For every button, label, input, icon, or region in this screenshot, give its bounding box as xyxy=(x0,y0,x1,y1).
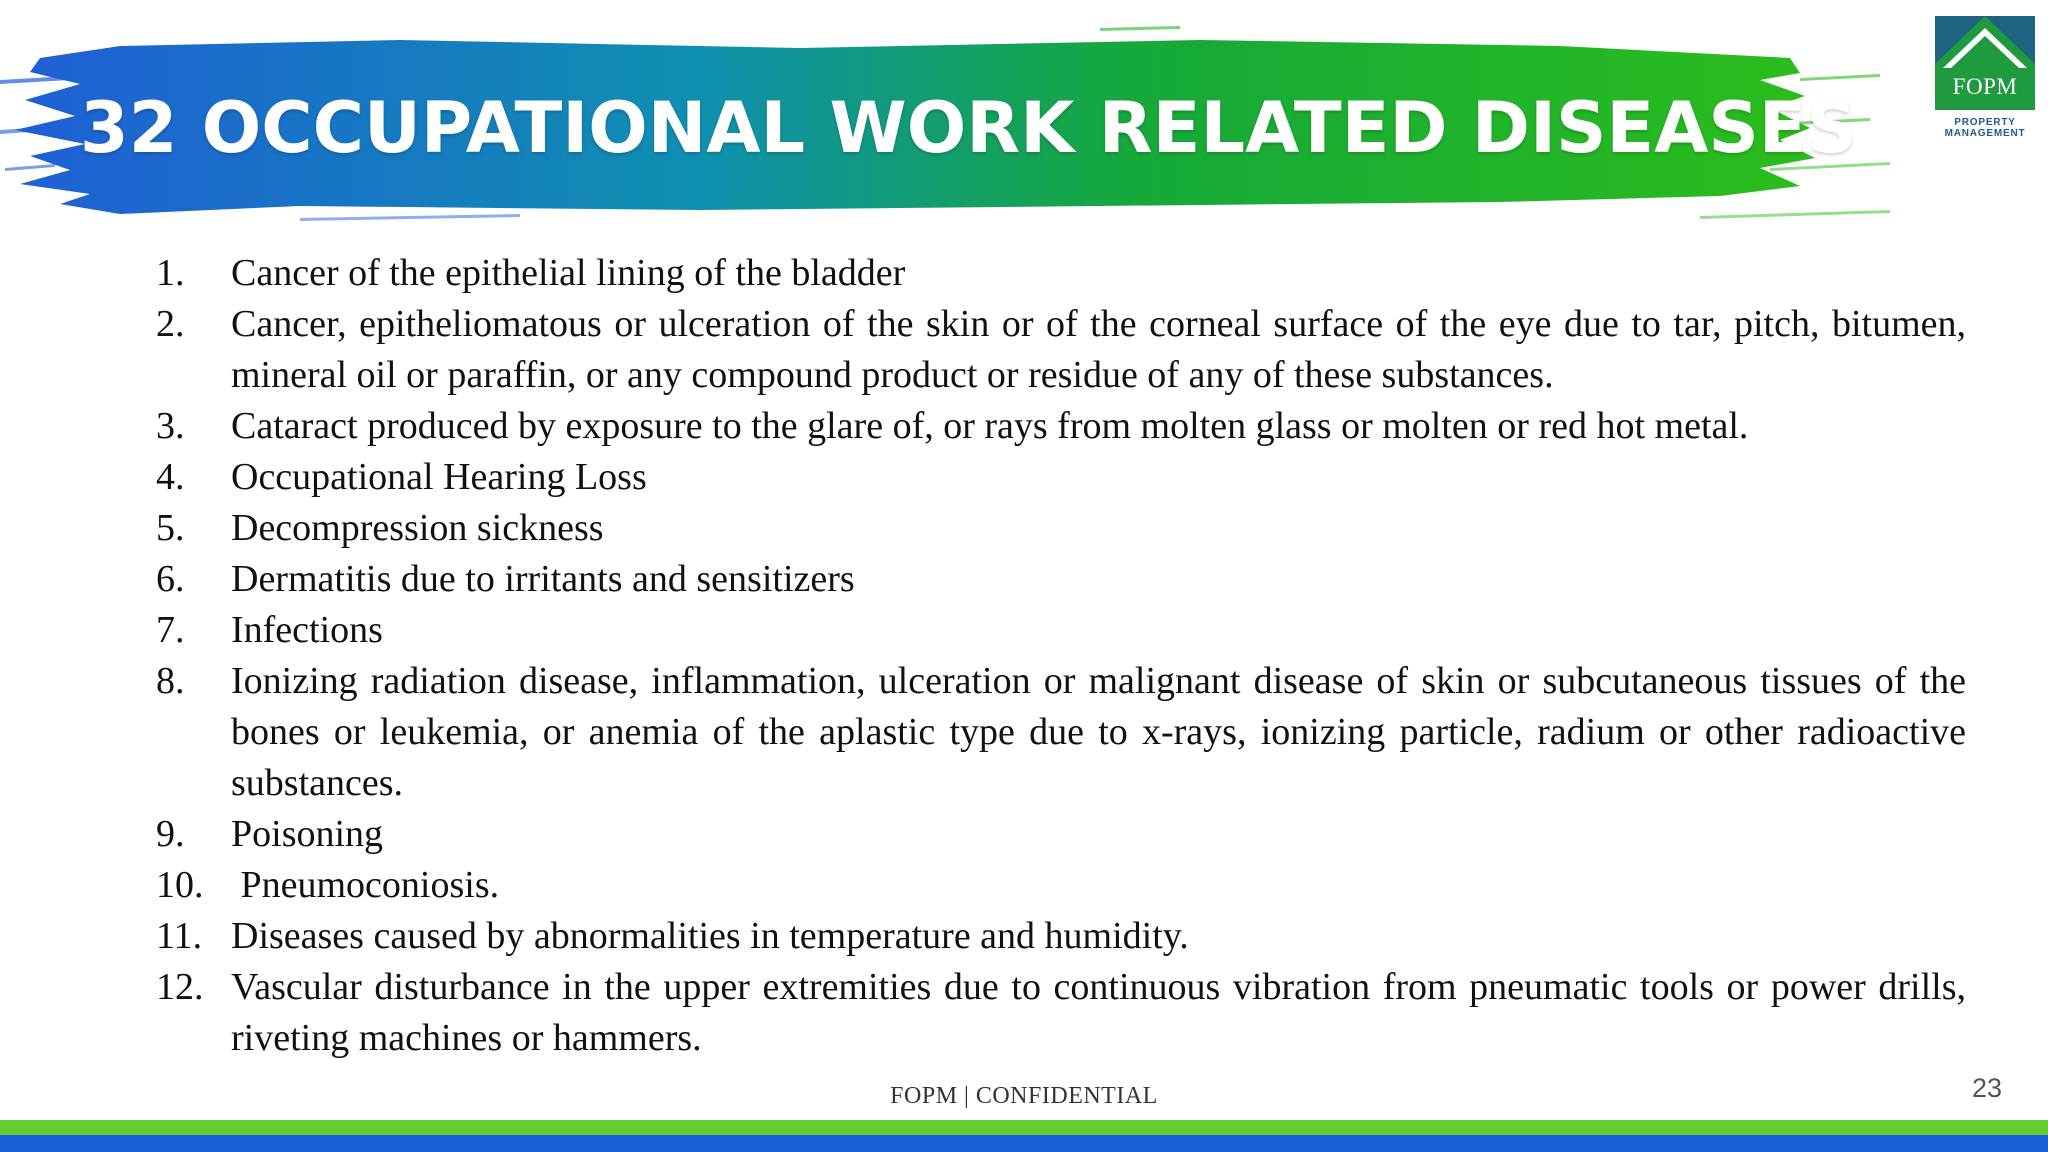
list-item xyxy=(156,605,1966,656)
list-item xyxy=(156,299,1966,401)
list-item xyxy=(156,809,1966,860)
item-number: 7. xyxy=(156,609,185,651)
list-item xyxy=(156,503,1966,554)
item-text: Decompression sickness xyxy=(231,507,604,549)
company-logo xyxy=(1935,16,2035,144)
list-item xyxy=(156,554,1966,605)
item-text: Dermatitis due to irritants and sensitizers xyxy=(231,558,855,600)
item-number: 6. xyxy=(156,558,185,600)
item-number: 5. xyxy=(156,507,185,549)
item-number: 10. xyxy=(156,864,204,906)
list-item xyxy=(156,656,1966,809)
item-text: Occupational Hearing Loss xyxy=(231,456,647,498)
item-number: 11. xyxy=(156,915,203,957)
disease-list xyxy=(156,248,1966,1064)
item-number: 8. xyxy=(156,660,185,702)
item-number: 9. xyxy=(156,813,185,855)
page-number: 23 xyxy=(1971,1073,2002,1103)
item-text: Cataract produced by exposure to the glare of, or rays from molten glass or molten or red hot metal. xyxy=(231,405,1749,447)
item-number: 3. xyxy=(156,405,185,447)
slide-title: 32 OCCUPATIONAL WORK RELATED DISEASES xyxy=(80,87,1858,169)
item-text: Infections xyxy=(231,609,383,651)
logo-name: FOPM xyxy=(1952,74,2018,99)
item-text: Diseases caused by abnormalities in temperature and humidity. xyxy=(231,915,1189,957)
item-text: Poisoning xyxy=(231,813,384,855)
list-item xyxy=(156,248,1966,299)
footer-bar-blue xyxy=(0,1135,2048,1152)
list-item xyxy=(156,860,1966,911)
logo-subtitle-line1: PROPERTY xyxy=(1954,117,2016,128)
list-item xyxy=(156,452,1966,503)
list-item xyxy=(156,401,1966,452)
logo-subtitle-line2: MANAGEMENT xyxy=(1944,128,2026,139)
item-number: 12. xyxy=(156,966,204,1008)
item-text: Pneumoconiosis. xyxy=(231,864,500,906)
list-item xyxy=(156,911,1966,962)
item-number: 4. xyxy=(156,456,185,498)
footer-bar-green xyxy=(0,1120,2048,1135)
item-text: Cancer of the epithelial lining of the bladder xyxy=(231,252,906,294)
item-text: Cancer, epitheliomatous or ulceration of the skin or of the corneal surface of the eye due to tar, pitch, bitumen, mineral oil or paraffin, or any compound product or residue of any of these substances. xyxy=(231,303,1966,396)
item-number: 2. xyxy=(156,303,185,345)
item-number: 1. xyxy=(156,252,185,294)
confidential-footer: FOPM | CONFIDENTIAL xyxy=(890,1083,1158,1109)
item-text: Vascular disturbance in the upper extremities due to continuous vibration from pneumatic tools or power drills, riveting machines or hammers. xyxy=(231,966,1966,1059)
list-item xyxy=(156,962,1966,1064)
item-text: Ionizing radiation disease, inflammation, ulceration or malignant disease of skin or subcutaneous tissues of the bones or leukemia, or anemia of the aplastic type due to x-rays, ionizing particle, radium or other radioactive substances. xyxy=(231,660,1966,804)
